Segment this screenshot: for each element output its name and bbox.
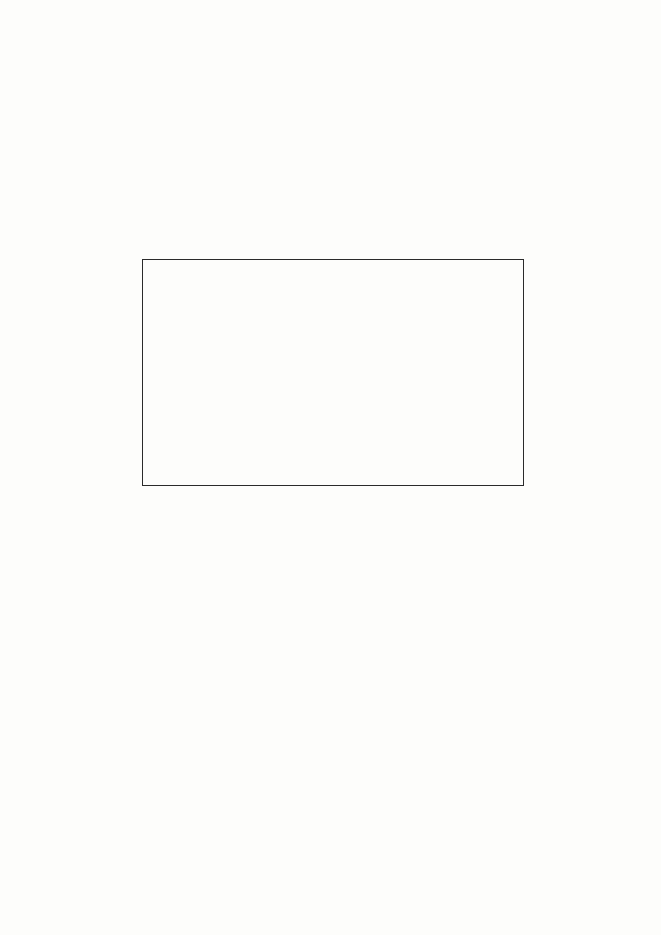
text-line [167,352,519,365]
text-line [152,450,519,463]
section-heading [166,223,517,236]
text-line [152,310,519,323]
text-line [152,338,519,351]
text-line [167,464,519,477]
text-line [152,478,519,491]
text-line [152,296,519,309]
text-line [166,195,517,208]
text-line [152,394,519,407]
text-line [152,436,519,449]
section-heading [145,237,517,250]
text-line [152,282,519,295]
text-line [152,422,519,435]
text-line [167,268,519,281]
text-line [152,408,519,421]
text-line [145,209,517,222]
text-line [152,380,519,393]
text-line [152,324,519,337]
text-line [152,366,519,379]
